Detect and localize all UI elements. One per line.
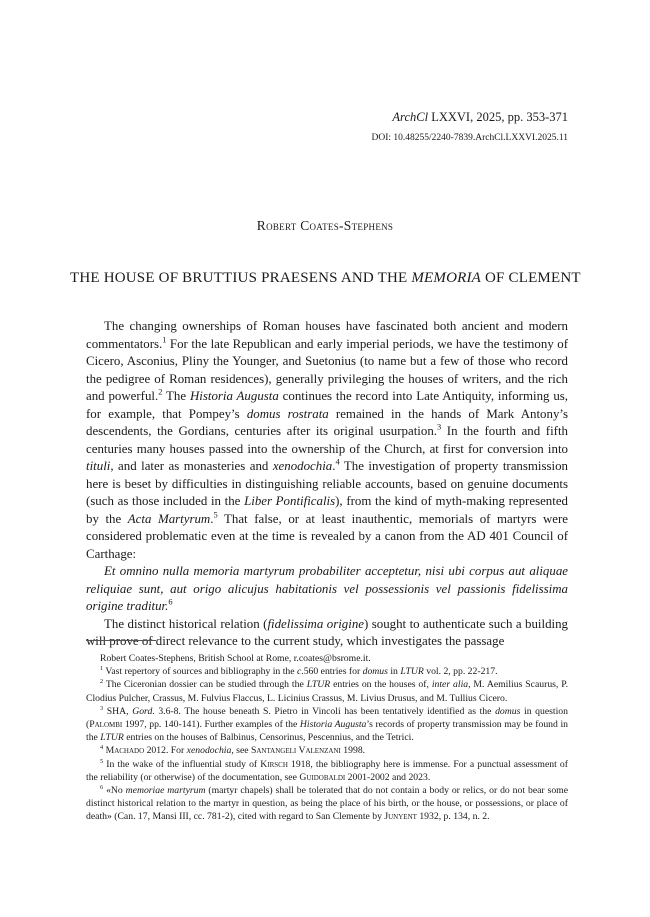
body-paragraph-2: The distinct historical relation (fidelissima origine) sought to authenticate such a building will prove of direct relevance to the current study, which investigates the passage [86,616,568,648]
article-title [70,270,580,287]
doi-line: DOI: 10.48255/2240-7839.ArchCl.LXXVI.2025.11 [371,133,568,143]
journal-abbreviation: ArchCl [392,110,429,124]
footnote-3: $^3$ SHA, Gord. 3.6-8. The house beneath S. Pietro in Vincoli has been tentatively identified as the domus in question (Palombi 1997, pp. 140-141). Further examples of the Historia Augusta’s records of property transmission may be found in the LTUR entries on the houses of Balbinus, Censorinus, Pescennius, and the Tetrici. [86,704,568,744]
body-paragraph-quote: Et omnino nulla memoria martyrum probabiliter acceptetur, nisi ubi corpus aut aliquae reliquiae sunt, aut origo alicujus habitationis vel possessionis vel passionis fidelissima origine traditur.$^6$ [86,564,568,613]
body-paragraph-1: The changing ownerships of Roman houses have fascinated both ancient and modern commentators.$^1$ For the late Republican and early imperial periods, we have the testimony of Cicero, Asconius, Pliny the Younger, and Suetonius (to name but a few of those who record the pedigree of Roman residences), generally privileging the houses of writers, and the rich and powerful.$^2$ The Historia Augusta continues the record into Late Antiquity, informing us, for example, that Pompey’s domus rostrata remained in the hands of Mark Antony’s descendents, the Gordians, centuries after its original usurpation.$^3$ In the fourth and fifth centuries many houses passed into the ownership of the Church, at first for conversion into tituli, and later as monasteries and xenodochia.$^4$ The investigation of property transmission here is beset by difficulties in distinguishing reliable accounts, based on genuine documents (such as those included in the Liber Pontificalis), from the kind of myth-making represented by the Acta Martyrum.$^5$ That false, or at least inauthentic, memorials of martyrs were considered problematic even at the time is revealed by a canon from the AD 401 Council of Carthage: [86,319,569,561]
footnote-1: $^1$ Vast repertory of sources and bibliography in the c.560 entries for domus in LTUR vol. 2, pp. 22-217. [100,664,498,678]
title-part-1: THE HOUSE OF BRUTTIUS PRAESENS AND THE [70,270,412,286]
footnotes [86,652,568,824]
footnote-2: $^2$ The Ciceronian dossier can be studied through the LTUR entries on the houses of, inter alia, M. Aemilius Scaurus, P. Clodius Pulcher, Crassus, M. Fulvius Flaccus, L. Licinius Crassus, M. Livius Drusus, and M. Tullius Cicero. [86,678,568,704]
citation-details: LXXVI, 2025, pp. 353-371 [428,110,568,124]
footnote-4: $^4$ Machado 2012. For xenodochia, see Santangeli Valenzani 1998. [100,744,366,757]
journal-citation [392,110,568,125]
author-name: Robert Coates-Stephens [256,218,394,233]
footnote-5: $^5$ In the wake of the influential study of Kirsch 1918, the bibliography here is immense. For a punctual assessment of the reliability (or otherwise) of the documentation, see Guidobaldi 2001-2002 and 2023. [86,757,568,783]
title-italic: MEMORIA [411,270,482,286]
footnote-6: $^6$ «No memoriae martyrum (martyr chapels) shall be tolerated that do not contain a body or relics, or do not bear some distinct historical relation to the martyr in question, as being the place of his birth, or the house, or possessions, or place of death» (Can. 17, Mansi III, cc. 781-2), cited with regard to San Clemente by Junyent 1932, p. 134, n. 2. [86,783,568,823]
title-part-2: OF CLEMENT [481,270,581,286]
body-text [86,318,568,651]
footnote-author-affiliation: Robert Coates-Stephens, British School at Rome, r.coates@bsrome.it. [100,653,371,664]
footnote-divider [86,640,156,641]
